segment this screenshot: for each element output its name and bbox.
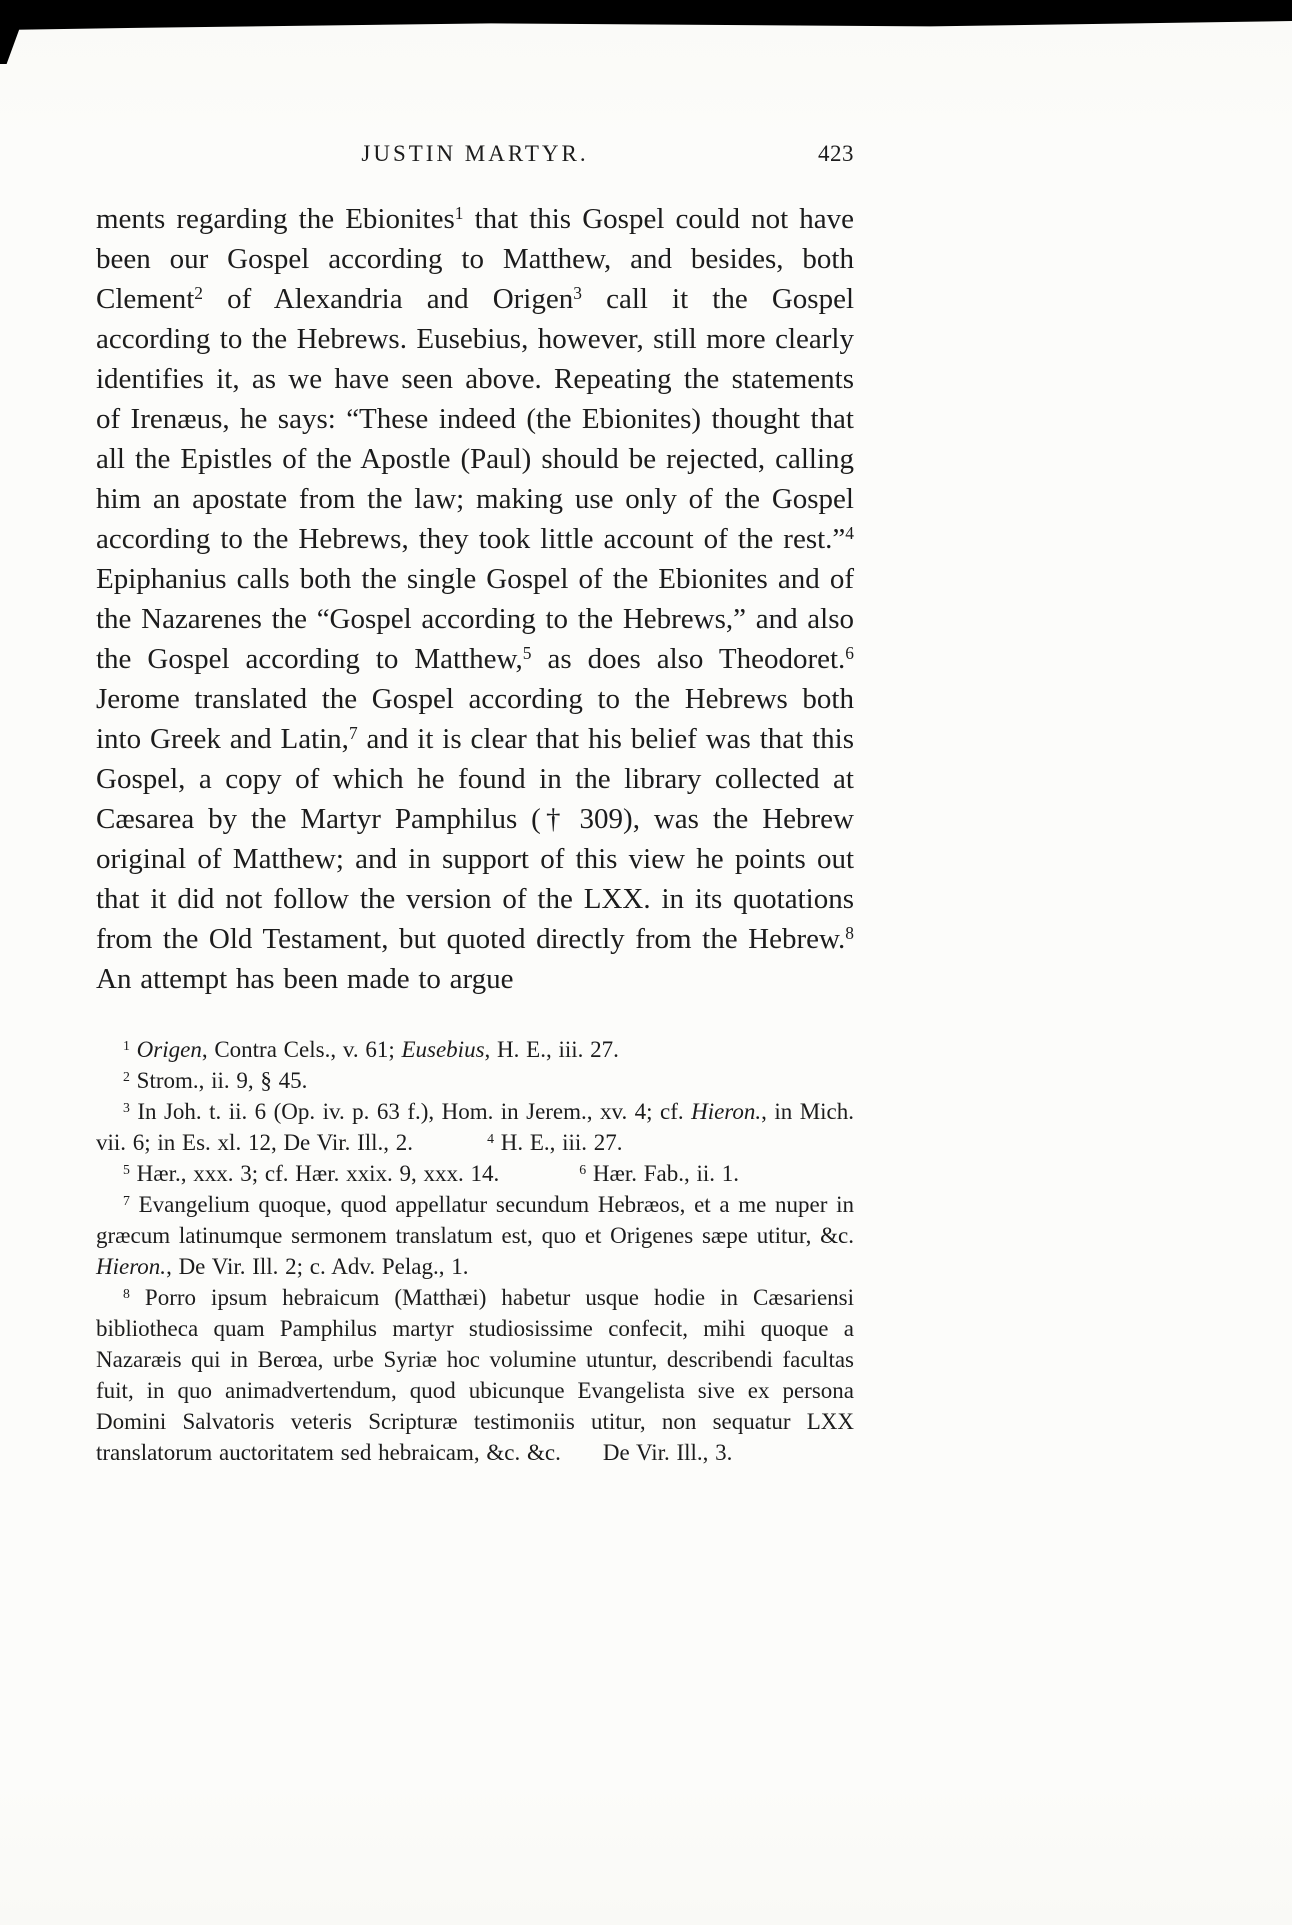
running-head-title: JUSTIN MARTYR. [361, 141, 589, 166]
footnote-1: $^1$ Origen, Contra Cels., v. 61; Eusebius, H. E., iii. 27. [123, 1037, 619, 1062]
page-number: 423 [818, 141, 854, 166]
scan-artifact-top-edge [0, 0, 1292, 30]
footnote-2: $^2$ Strom., ii. 9, § 45. [123, 1068, 308, 1093]
footnotes-section [96, 1034, 854, 1468]
text-block [96, 140, 854, 1468]
running-head [96, 140, 854, 168]
body-paragraph: ments regarding the Ebionites$^1$ that this Gospel could not have been our Gospel according to Matthew, and besides, both Clement$^2$ of Alexandria and Origen$^3$ call it the Gospel according to the Hebrews. Eusebius, however, still more clearly identifies it, as we have seen above. Repeating the statements of Irenæus, he says: “These indeed (the Ebionites) thought that all the Epistles of the Apostle (Paul) should be rejected, calling him an apostate from the law; making use only of the Gospel according to the Hebrews, they took little account of the rest.”$^4$ Epiphanius calls both the single Gospel of the Ebionites and of the Nazarenes the “Gospel according to the Hebrews,” and also the Gospel according to Matthew,$^5$ as does also Theodoret.$^6$ Jerome translated the Gospel according to the Hebrews both into Greek and Latin,$^7$ and it is clear that his belief was that this Gospel, a copy of which he found in the library collected at Cæsarea by the Martyr Pamphilus († 309), was the Hebrew original of Matthew; and in support of this view he points out that it did not follow the version of the LXX. in its quotations from the Old Testament, but quoted directly from the Hebrew.$^8$ An attempt has been made to argue [96, 203, 854, 995]
footnote-3-4: $^3$ In Joh. t. ii. 6 (Op. iv. p. 63 f.), Hom. in Jerem., xv. 4; cf. Hieron., in Mich. vii. 6; in Es. xl. 12, De Vir. Ill., 2. $^4$ H. E., iii. 27. [96, 1099, 854, 1155]
scan-artifact-top-left-corner [0, 0, 30, 64]
footnote-5-6: $^5$ Hær., xxx. 3; cf. Hær. xxix. 9, xxx. 14. $^6$ Hær. Fab., ii. 1. [123, 1161, 740, 1186]
footnote-8: $^8$ Porro ipsum hebraicum (Matthæi) habetur usque hodie in Cæsariensi bibliotheca quam Pamphilus martyr studiosissime confecit, mihi quoque a Nazaræis qui in Berœa, urbe Syriæ hoc volumine utuntur, describendi facultas fuit, in quo animadvertendum, quod ubicunque Evangelista sive ex persona Domini Salvatoris veteris Scripturæ testimoniis utitur, non sequatur LXX translatorum auctoritatem sed hebraicam, &c. &c. De Vir. Ill., 3. [96, 1285, 854, 1465]
footnote-7: $^7$ Evangelium quoque, quod appellatur secundum Hebræos, et a me nuper in græcum latinumque sermonem translatum est, quo et Origenes sæpe utitur, &c. Hieron., De Vir. Ill. 2; c. Adv. Pelag., 1. [96, 1192, 854, 1279]
